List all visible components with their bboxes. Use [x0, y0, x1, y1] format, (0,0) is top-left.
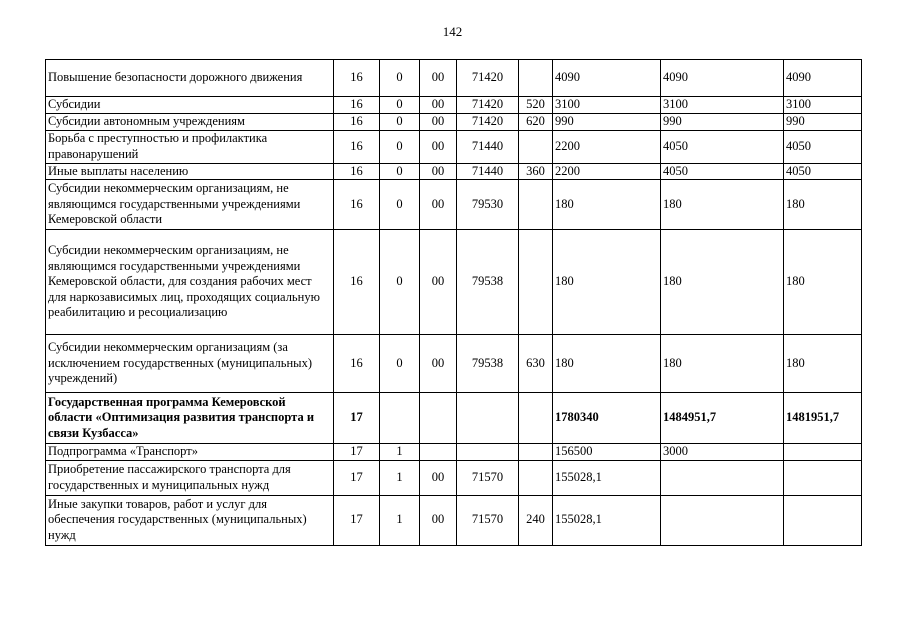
amount-year-2: [661, 460, 784, 495]
subsection-code: 0: [380, 60, 420, 97]
section-code: 16: [334, 163, 380, 180]
table-row: [46, 393, 862, 444]
subsection-code: 0: [380, 130, 420, 163]
amount-year-3: 4090: [784, 60, 862, 97]
section-code: 17: [334, 495, 380, 545]
target-code: 71420: [457, 113, 519, 130]
row-name: Субсидии некоммерческим организациям (за исключением государственных (муниципальных) учреждений): [46, 335, 334, 393]
table-row: [46, 460, 862, 495]
subsection-code: 0: [380, 180, 420, 230]
target-code: 79538: [457, 230, 519, 335]
amount-year-2: 4050: [661, 163, 784, 180]
row-name: Повышение безопасности дорожного движения: [46, 60, 334, 97]
row-name: Иные закупки товаров, работ и услуг для обеспечения государственных (муниципальных) нужд: [46, 495, 334, 545]
amount-year-3: 180: [784, 230, 862, 335]
amount-year-1: 180: [553, 335, 661, 393]
program-code: 00: [420, 460, 457, 495]
amount-year-2: [661, 495, 784, 545]
amount-year-3: 4050: [784, 163, 862, 180]
row-name: Подпрограмма «Транспорт»: [46, 444, 334, 461]
program-code: 00: [420, 163, 457, 180]
row-name: Субсидии некоммерческим организациям, не являющимся государственными учреждениями Кемеровской области, для создания рабочих мест для наркозависимых лиц, проходящих социальную реабилитацию и ресоциализацию: [46, 230, 334, 335]
row-name: Субсидии некоммерческим организациям, не являющимся государственными учреждениями Кемеровской области: [46, 180, 334, 230]
amount-year-3: 990: [784, 113, 862, 130]
program-code: 00: [420, 113, 457, 130]
target-code: [457, 444, 519, 461]
amount-year-1: 1780340: [553, 393, 661, 444]
subsection-code: 1: [380, 444, 420, 461]
table-row: [46, 230, 862, 335]
table-row: [46, 444, 862, 461]
row-name: Государственная программа Кемеровской области «Оптимизация развития транспорта и связи Кузбасса»: [46, 393, 334, 444]
table-row: [46, 130, 862, 163]
expense-type-code: [519, 180, 553, 230]
subsection-code: [380, 393, 420, 444]
expense-type-code: [519, 230, 553, 335]
program-code: 00: [420, 230, 457, 335]
program-code: 00: [420, 60, 457, 97]
program-code: [420, 444, 457, 461]
amount-year-1: 180: [553, 230, 661, 335]
amount-year-2: 4090: [661, 60, 784, 97]
amount-year-2: 1484951,7: [661, 393, 784, 444]
target-code: 79538: [457, 335, 519, 393]
amount-year-2: 180: [661, 335, 784, 393]
amount-year-1: 155028,1: [553, 495, 661, 545]
section-code: 16: [334, 180, 380, 230]
table-row: [46, 180, 862, 230]
expense-type-code: 620: [519, 113, 553, 130]
amount-year-2: 3100: [661, 97, 784, 114]
section-code: 16: [334, 60, 380, 97]
expense-type-code: [519, 60, 553, 97]
expense-type-code: 630: [519, 335, 553, 393]
section-code: 16: [334, 130, 380, 163]
expense-type-code: 240: [519, 495, 553, 545]
section-code: 16: [334, 230, 380, 335]
subsection-code: 0: [380, 163, 420, 180]
program-code: 00: [420, 180, 457, 230]
amount-year-3: 3100: [784, 97, 862, 114]
amount-year-2: 180: [661, 180, 784, 230]
amount-year-2: 3000: [661, 444, 784, 461]
amount-year-1: 2200: [553, 163, 661, 180]
amount-year-2: 990: [661, 113, 784, 130]
section-code: 17: [334, 393, 380, 444]
target-code: 71440: [457, 130, 519, 163]
target-code: 79530: [457, 180, 519, 230]
row-name: Приобретение пассажирского транспорта для государственных и муниципальных нужд: [46, 460, 334, 495]
amount-year-1: 990: [553, 113, 661, 130]
subsection-code: 0: [380, 97, 420, 114]
program-code: [420, 393, 457, 444]
subsection-code: 0: [380, 335, 420, 393]
row-name: Борьба с преступностью и профилактика правонарушений: [46, 130, 334, 163]
subsection-code: 0: [380, 230, 420, 335]
target-code: 71570: [457, 495, 519, 545]
subsection-code: 1: [380, 460, 420, 495]
row-name: Субсидии: [46, 97, 334, 114]
target-code: 71570: [457, 460, 519, 495]
amount-year-3: 180: [784, 335, 862, 393]
amount-year-1: 180: [553, 180, 661, 230]
expense-type-code: [519, 444, 553, 461]
program-code: 00: [420, 130, 457, 163]
table-row: [46, 97, 862, 114]
section-code: 16: [334, 97, 380, 114]
amount-year-1: 4090: [553, 60, 661, 97]
table-row: [46, 163, 862, 180]
page-number: 142: [442, 24, 463, 39]
amount-year-3: 1481951,7: [784, 393, 862, 444]
amount-year-2: 180: [661, 230, 784, 335]
section-code: 16: [334, 335, 380, 393]
row-name: Иные выплаты населению: [46, 163, 334, 180]
amount-year-1: 2200: [553, 130, 661, 163]
section-code: 17: [334, 460, 380, 495]
expense-type-code: 360: [519, 163, 553, 180]
subsection-code: 0: [380, 113, 420, 130]
table-row: [46, 113, 862, 130]
target-code: 71440: [457, 163, 519, 180]
row-name: Субсидии автономным учреждениям: [46, 113, 334, 130]
target-code: [457, 393, 519, 444]
table-row: [46, 335, 862, 393]
program-code: 00: [420, 97, 457, 114]
section-code: 16: [334, 113, 380, 130]
amount-year-3: [784, 495, 862, 545]
amount-year-2: 4050: [661, 130, 784, 163]
section-code: 17: [334, 444, 380, 461]
expense-type-code: [519, 393, 553, 444]
amount-year-3: 4050: [784, 130, 862, 163]
budget-table: [45, 59, 862, 546]
table-row: [46, 495, 862, 545]
program-code: 00: [420, 335, 457, 393]
amount-year-1: 3100: [553, 97, 661, 114]
target-code: 71420: [457, 60, 519, 97]
expense-type-code: [519, 460, 553, 495]
amount-year-3: [784, 444, 862, 461]
amount-year-1: 155028,1: [553, 460, 661, 495]
amount-year-1: 156500: [553, 444, 661, 461]
amount-year-3: [784, 460, 862, 495]
target-code: 71420: [457, 97, 519, 114]
expense-type-code: [519, 130, 553, 163]
subsection-code: 1: [380, 495, 420, 545]
program-code: 00: [420, 495, 457, 545]
amount-year-3: 180: [784, 180, 862, 230]
expense-type-code: 520: [519, 97, 553, 114]
table-row: [46, 60, 862, 97]
